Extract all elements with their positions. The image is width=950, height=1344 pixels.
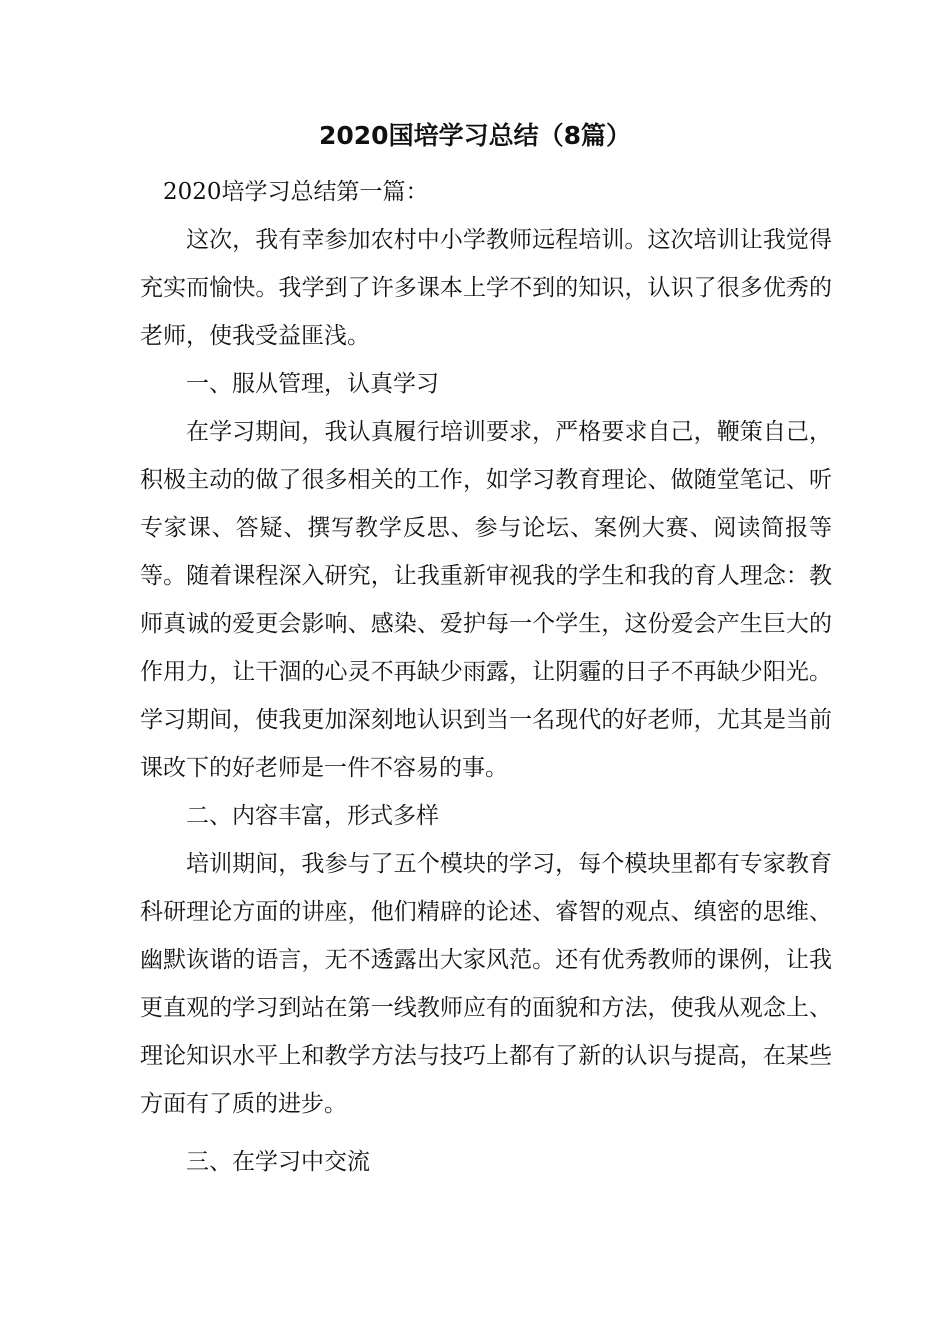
heading-2: 二、内容丰富，形式多样: [186, 803, 439, 829]
heading-3: 三、在学习中交流: [186, 1149, 370, 1175]
section-subtitle: 2020培学习总结第一篇：: [163, 179, 429, 205]
paragraph-intro: 这次，我有幸参加农村中小学教师远程培训。这次培训让我觉得充实而愉快。我学到了许多课本上学不到的知识，认识了很多优秀的老师，使我受益匪浅。: [140, 227, 832, 349]
heading-1: 一、服从管理，认真学习: [186, 371, 439, 397]
document-title: 2020国培学习总结（8篇）: [319, 121, 631, 150]
document-body: [140, 168, 832, 1186]
paragraph-2: 培训期间，我参与了五个模块的学习，每个模块里都有专家教育科研理论方面的讲座，他们精辟的论述、睿智的观点、缜密的思维、幽默诙谐的语言，无不透露出大家风范。还有优秀教师的课例，让我更直观的学习到站在第一线教师应有的面貌和方法，使我从观念上、理论知识水平上和教学方法与技巧上都有了新的认识与提高，在某些方面有了质的进步。: [140, 851, 832, 1117]
paragraph-1: 在学习期间，我认真履行培训要求，严格要求自己，鞭策自己，积极主动的做了很多相关的工作，如学习教育理论、做随堂笔记、听专家课、答疑、撰写教学反思、参与论坛、案例大赛、阅读简报等等。随着课程深入研究，让我重新审视我的学生和我的育人理念：教师真诚的爱更会影响、感染、爱护每一个学生，这份爱会产生巨大的作用力，让干涸的心灵不再缺少雨露，让阴霾的日子不再缺少阳光。学习期间，使我更加深刻地认识到当一名现代的好老师，尤其是当前课改下的好老师是一件不容易的事。: [140, 419, 832, 781]
